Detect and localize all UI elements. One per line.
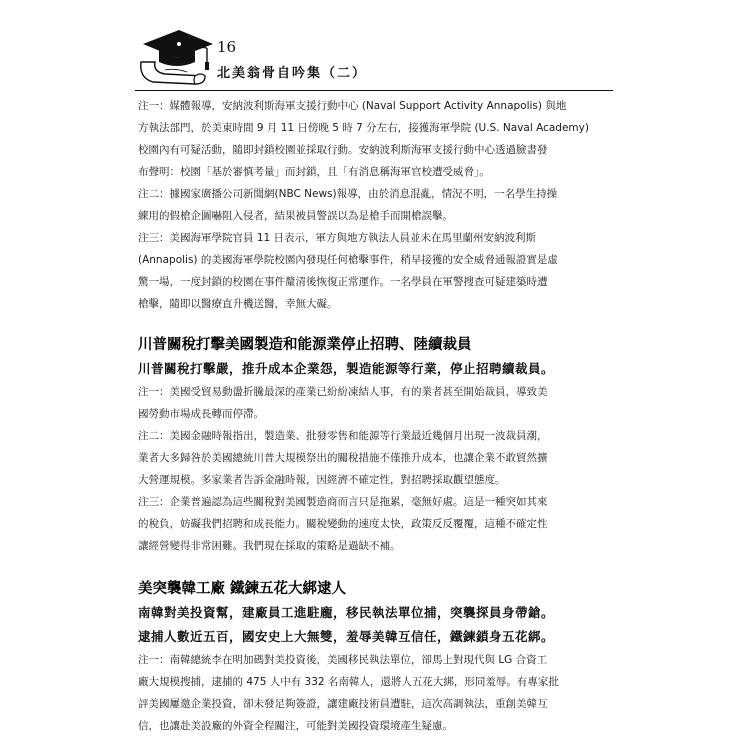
note-line: 注三：企業普遍認為這些關稅對美國製造商而言只是拖累，毫無好處。這是一種突如其來 bbox=[138, 496, 548, 508]
note-line: 評美國屢邀企業投資，卻未發足夠簽證，讓建廠技術員遭駐，這次高調執法，重創美韓互 bbox=[138, 698, 548, 710]
note-line: 注一：南韓總統李在明加碼對美投資後，美國移民執法單位，卻馬上對現代與 LG 合資工 bbox=[138, 654, 548, 666]
note-line: 業者大多歸咎於美國總統川普大規模祭出的關稅措施不僅推升成本，也讓企業不敢貿然擴 bbox=[138, 452, 548, 464]
section-3-title: 美突襲韓工廠 鐵鍊五花大綁逮人 bbox=[138, 581, 347, 597]
note-line: 信，也讓赴美設廠的外資全程關注，可能對美國投資環境產生疑慮。 bbox=[138, 720, 453, 732]
note-line: 注二：美國金融時報指出，製造業、批發零售和能源等行業最近幾個月出現一波裁員潮， bbox=[138, 430, 548, 442]
section-3 bbox=[138, 577, 616, 737]
note-line: 校園內有可疑活動，隨即封鎖校園並採取行動。安納波利斯海軍支援行動中心透過臉書發 bbox=[138, 144, 548, 156]
note-line: 廠大規模搜捕，逮捕的 475 人中有 332 名南韓人，還將人五花大綁，形同羞辱。有專家批 bbox=[138, 676, 559, 688]
section-2-poem: 川普關稅打擊嚴，推升成本企業怨，製造能源等行業，停止招聘續裁員。 bbox=[138, 361, 555, 376]
section-2-title: 川普關稅打擊美國製造和能源業停止招聘、陸續裁員 bbox=[138, 337, 472, 353]
section-3-poem-line: 南韓對美投資幫，建廠員工進駐龐，移民執法單位捕，突襲探員身帶鎗。 bbox=[138, 605, 555, 620]
graduation-cap-scroll-icon bbox=[135, 22, 217, 90]
note-line: 方執法部門，於美東時間 9 月 11 日傍晚 5 時 7 分左右，接獲海軍學院 (U.S. Naval Academy) bbox=[138, 122, 589, 134]
note-line: 注一：美國受貿易動盪折騰最深的產業已紛紛凍結人事，有的業者甚至開始裁員，導致美 bbox=[138, 386, 548, 398]
note-line: 驚一場，一度封鎖的校園在事件釐清後恢復正常運作。一名學員在軍警搜查可疑建築時遭 bbox=[138, 276, 548, 288]
header-divider bbox=[135, 90, 613, 91]
note-line: 注二：據國家廣播公司新聞網(NBC News)報導，由於消息混亂，情況不明，一名學生持操 bbox=[138, 188, 558, 200]
note-line: (Annapolis) 的美國海軍學院校園內發現任何槍擊事件，稍早接獲的安全威脅通報證實是虛 bbox=[138, 254, 558, 266]
note-line: 練用的假槍企圖嚇阻入侵者，結果被員警誤以為是槍手而開槍誤擊。 bbox=[138, 210, 453, 222]
page-number: 16 bbox=[217, 38, 237, 56]
section-1-notes bbox=[138, 95, 616, 315]
section-2 bbox=[138, 333, 616, 557]
page-header bbox=[135, 22, 585, 92]
note-line: 讓經營變得非常困難。我們現在採取的策略是過缺不補。 bbox=[138, 540, 401, 552]
note-line: 注一：媒體報導，安納波利斯海軍支援行動中心 (Naval Support Activity Annapolis) 與地 bbox=[138, 100, 567, 112]
note-line: 的稅負，妨礙我們招聘和成長能力。關稅變動的速度太快，政策反反覆覆，這種不確定性 bbox=[138, 518, 548, 530]
note-line: 國勞動市場成長轉而停滯。 bbox=[138, 408, 264, 420]
note-line: 注三：美國海軍學院官員 11 日表示，軍方與地方執法人員並未在馬里蘭州安納波利斯 bbox=[138, 232, 537, 244]
note-line: 布聲明：校園「基於審慎考量」而封鎖，且「有消息稱海軍官校遭受威脅」。 bbox=[138, 166, 490, 178]
note-line: 槍擊，隨即以醫療直升機送醫，幸無大礙。 bbox=[138, 298, 338, 310]
book-title: 北美翁骨自吟集（二） bbox=[217, 66, 368, 81]
note-line: 大營運規模。多家業者告訴金融時報，因經濟不確定性，對招聘採取觀望態度。 bbox=[138, 474, 506, 486]
page-content bbox=[138, 95, 616, 737]
section-3-poem-line: 逮捕人數近五百，國安史上大無雙，羞辱美韓互信任，鐵鍊鎖身五花綁。 bbox=[138, 629, 555, 644]
